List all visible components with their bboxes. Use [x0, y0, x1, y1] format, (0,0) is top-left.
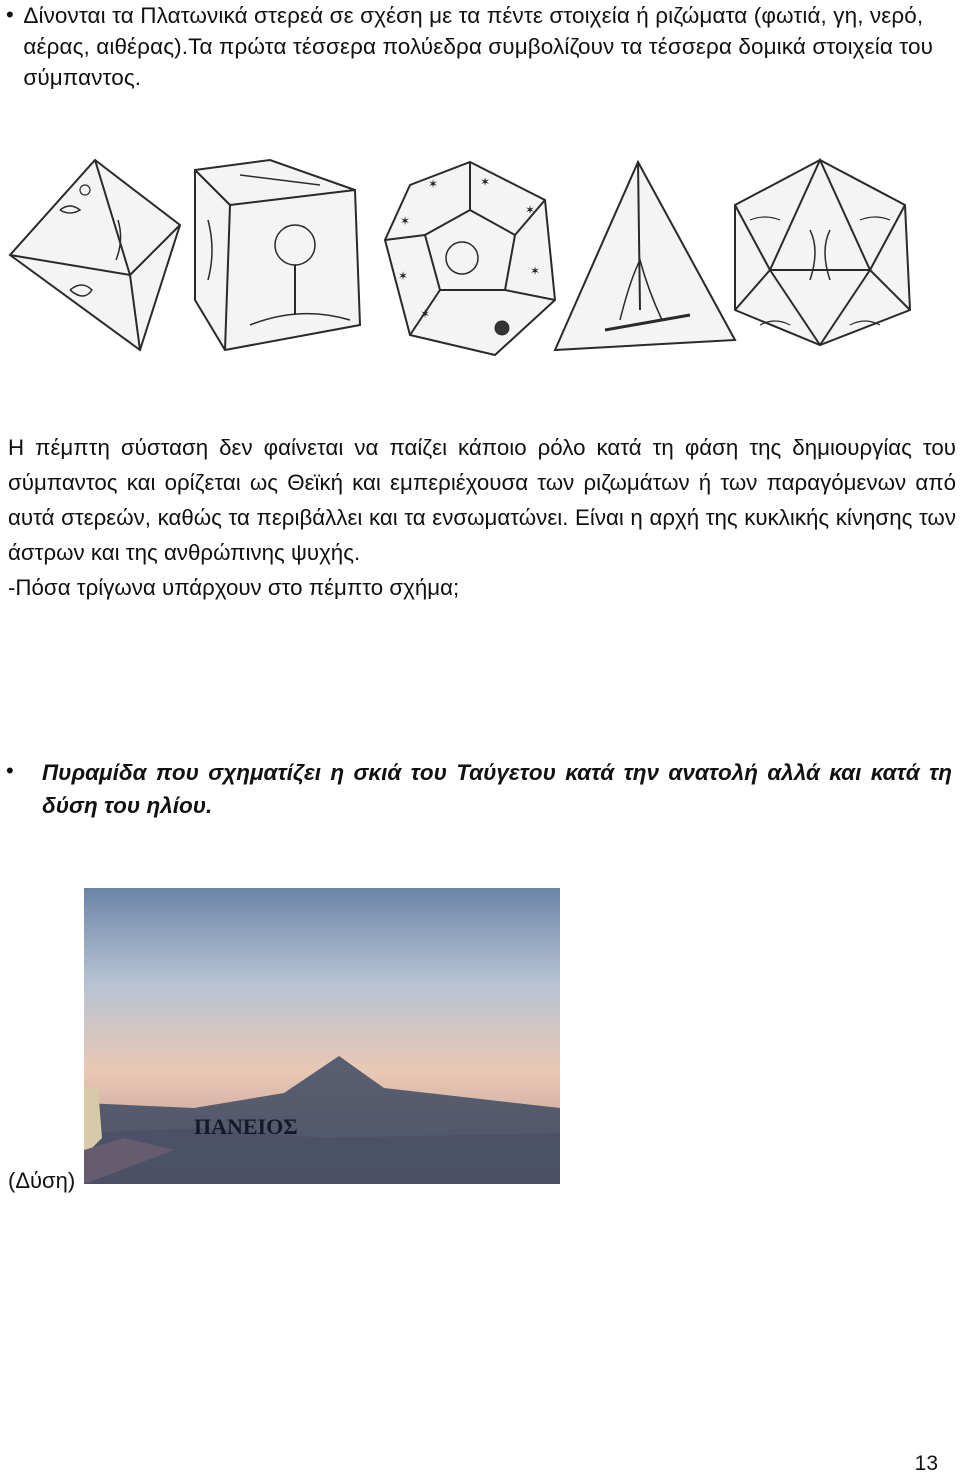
- svg-text:✶: ✶: [428, 177, 439, 191]
- svg-text:✶: ✶: [525, 203, 536, 217]
- body-text-block: [8, 430, 956, 605]
- octahedron-figure: [10, 160, 180, 350]
- question-text: -Πόσα τρίγωνα υπάρχουν στο πέμπτο σχήμα;: [8, 575, 460, 600]
- svg-text:✶: ✶: [420, 307, 431, 321]
- icosahedron-figure: [735, 160, 910, 345]
- pyramid-heading: Πυραμίδα που σχηματίζει η σκιά του Ταύγετου κατά την ανατολή αλλά και κατά τη δύση του ηλίου.: [42, 760, 952, 818]
- dodecahedron-figure: [385, 162, 555, 355]
- page-number: 13: [914, 1452, 938, 1475]
- tetrahedron-figure: [555, 162, 735, 350]
- svg-text:✶: ✶: [530, 264, 541, 278]
- svg-text:✶: ✶: [400, 214, 411, 228]
- bullet-marker: •: [6, 758, 14, 783]
- bullet-marker: •: [6, 2, 14, 27]
- fifth-element-paragraph: Η πέμπτη σύσταση δεν φαίνεται να παίζει κάποιο ρόλο κατά τη φάση της δημιουργίας του σύμπαντος και ορίζεται ως Θεϊκή και εμπεριέχουσα των ριζωμάτων ή των παραγόμενων από αυτά στερεών, καθώς τα περιβάλλει και τα ενσωματώνει. Είναι η αρχή της κυκλικής κίνησης των άστρων και της ανθρώπινης ψυχής.: [8, 435, 956, 565]
- photo-label: ΠΑΝΕΙΟΣ: [194, 1114, 298, 1139]
- taygetus-shadow-photo: [84, 888, 560, 1184]
- intro-bullet-item: [0, 0, 958, 93]
- photo-caption: (Δύση): [8, 1168, 76, 1193]
- pyramid-bullet-item: [0, 756, 958, 822]
- svg-text:✶: ✶: [480, 175, 491, 189]
- intro-text: Δίνονται τα Πλατωνικά στερεά σε σχέση με τα πέντε στοιχεία ή ριζώματα (φωτιά, γη, νερό, αέρας, αιθέρας).Τα πρώτα τέσσερα πολύεδρα συμβολίζουν τα τέσσερα δομικά στοιχεία του σύμπαντος.: [23, 3, 933, 90]
- svg-text:✶: ✶: [398, 269, 409, 283]
- cube-figure: [195, 160, 360, 350]
- platonic-solids-illustration: [0, 150, 960, 370]
